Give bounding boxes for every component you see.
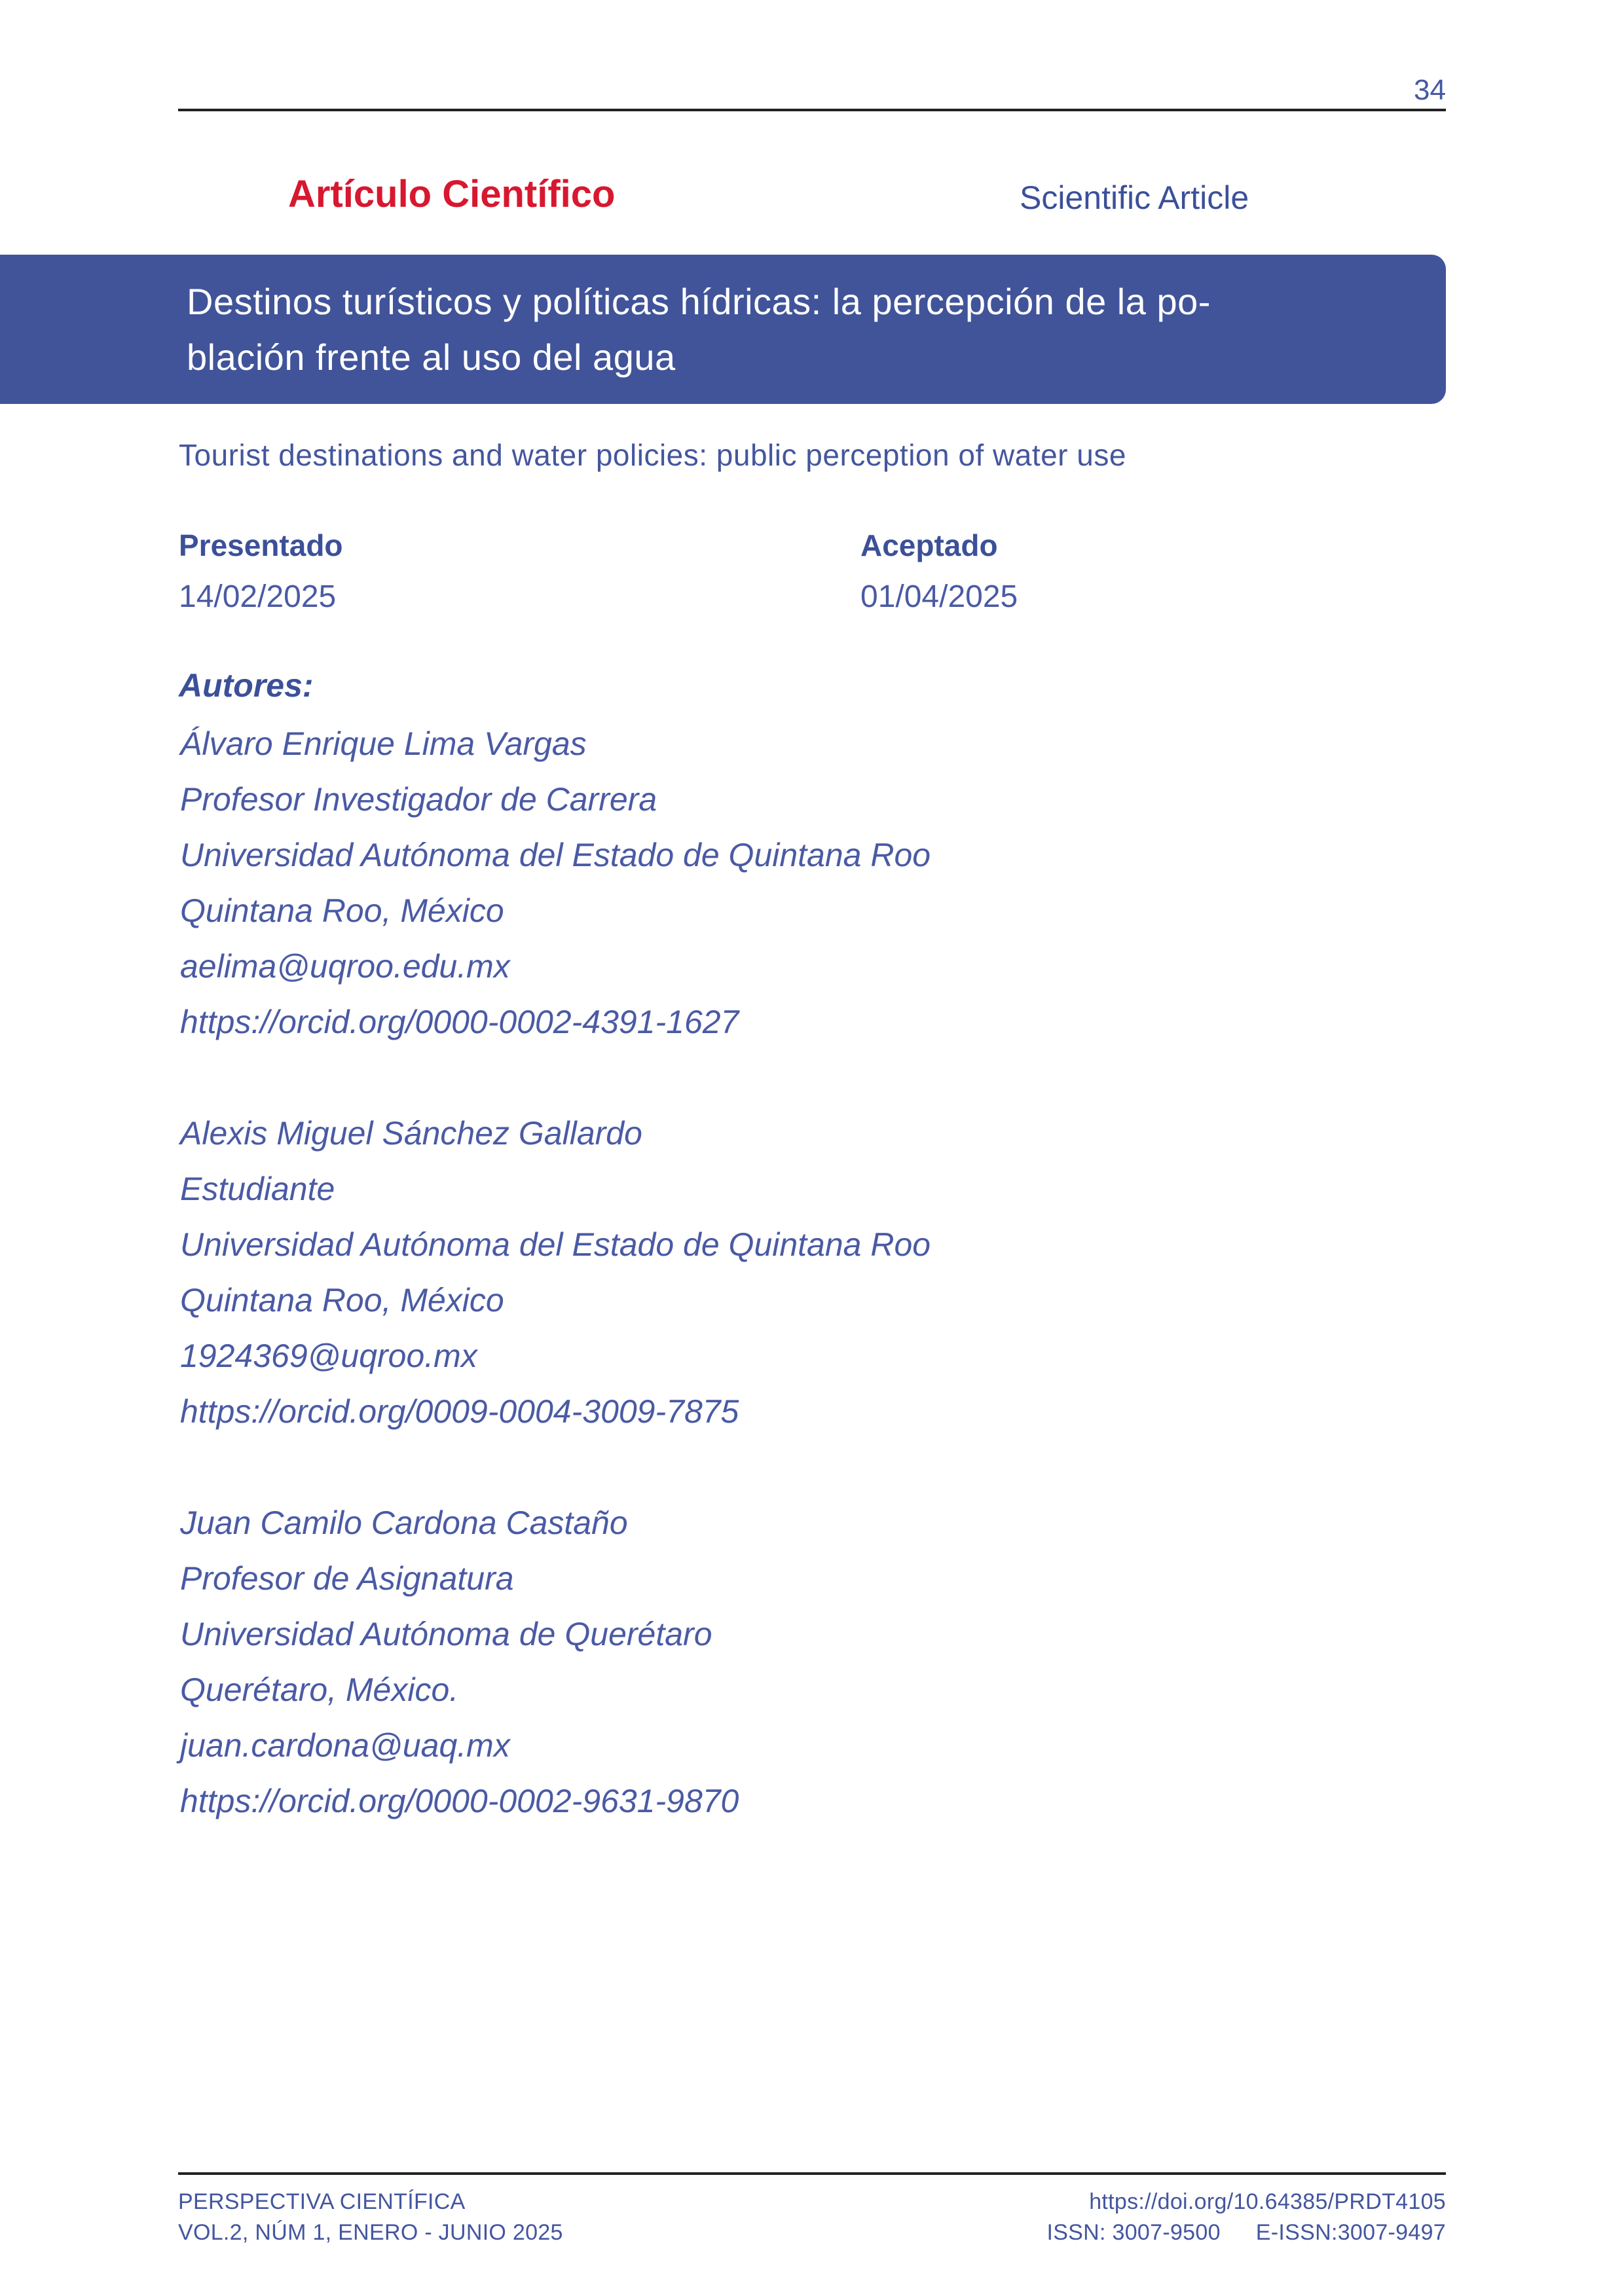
footer-issn-row: [1046, 2217, 1446, 2248]
author-orcid-link[interactable]: https://orcid.org/0000-0002-4391-1627: [180, 1004, 739, 1040]
footer-eissn: E-ISSN:3007-9497: [1255, 2220, 1446, 2245]
footer-journal-info: [178, 2187, 563, 2248]
author-name: Alexis Miguel Sánchez Gallardo: [180, 1115, 642, 1152]
submitted-label: Presentado: [179, 528, 343, 562]
author-name: Álvaro Enrique Lima Vargas: [180, 725, 587, 762]
footer-journal-name: PERSPECTIVA CIENTÍFICA: [178, 2189, 466, 2214]
page-number: 34: [1414, 74, 1446, 106]
submitted-date: 14/02/2025: [179, 579, 337, 614]
article-title-es-line1: Destinos turísticos y políticas hídricas: la percepción de la po-: [187, 281, 1211, 322]
author-location: Quintana Roo, México: [180, 1282, 504, 1319]
header-rule: [178, 109, 1446, 111]
authors-heading: Autores:: [179, 667, 314, 704]
footer-rule: [178, 2172, 1446, 2175]
footer-issn: ISSN: 3007-9500: [1046, 2220, 1221, 2245]
article-title-es-line2: blación frente al uso del agua: [187, 337, 676, 378]
author-role: Profesor de Asignatura: [180, 1560, 514, 1597]
article-type-label-es: Artículo Científico: [288, 173, 616, 215]
article-type-label-en: Scientific Article: [1020, 179, 1249, 216]
author-affiliation: Universidad Autónoma del Estado de Quintana Roo: [180, 837, 931, 873]
footer-identifiers: [1046, 2187, 1446, 2248]
accepted-label: Aceptado: [860, 528, 998, 562]
author-affiliation: Universidad Autónoma de Querétaro: [180, 1616, 712, 1652]
author-affiliation: Universidad Autónoma del Estado de Quintana Roo: [180, 1226, 931, 1263]
author-block: [180, 716, 1493, 1050]
author-orcid-link[interactable]: https://orcid.org/0000-0002-9631-9870: [180, 1783, 739, 1819]
author-location: Querétaro, México.: [180, 1671, 459, 1708]
author-role: Profesor Investigador de Carrera: [180, 781, 657, 818]
article-title-es: [187, 274, 1393, 385]
title-banner: [0, 255, 1446, 404]
author-email[interactable]: juan.cardona@uaq.mx: [180, 1727, 510, 1764]
author-location: Quintana Roo, México: [180, 892, 504, 929]
article-title-en: Tourist destinations and water policies: public perception of water use: [179, 438, 1126, 472]
author-block: [180, 1495, 1493, 1829]
author-block: [180, 1106, 1493, 1440]
author-role: Estudiante: [180, 1171, 335, 1207]
author-email[interactable]: 1924369@uqroo.mx: [180, 1338, 477, 1374]
footer-doi-link[interactable]: https://doi.org/10.64385/PRDT4105: [1089, 2189, 1446, 2214]
author-name: Juan Camilo Cardona Castaño: [180, 1504, 628, 1541]
accepted-date: 01/04/2025: [860, 579, 1018, 614]
author-orcid-link[interactable]: https://orcid.org/0009-0004-3009-7875: [180, 1393, 739, 1430]
author-email[interactable]: aelima@uqroo.edu.mx: [180, 948, 510, 985]
footer-volume-issue: VOL.2, NÚM 1, ENERO - JUNIO 2025: [178, 2220, 563, 2245]
